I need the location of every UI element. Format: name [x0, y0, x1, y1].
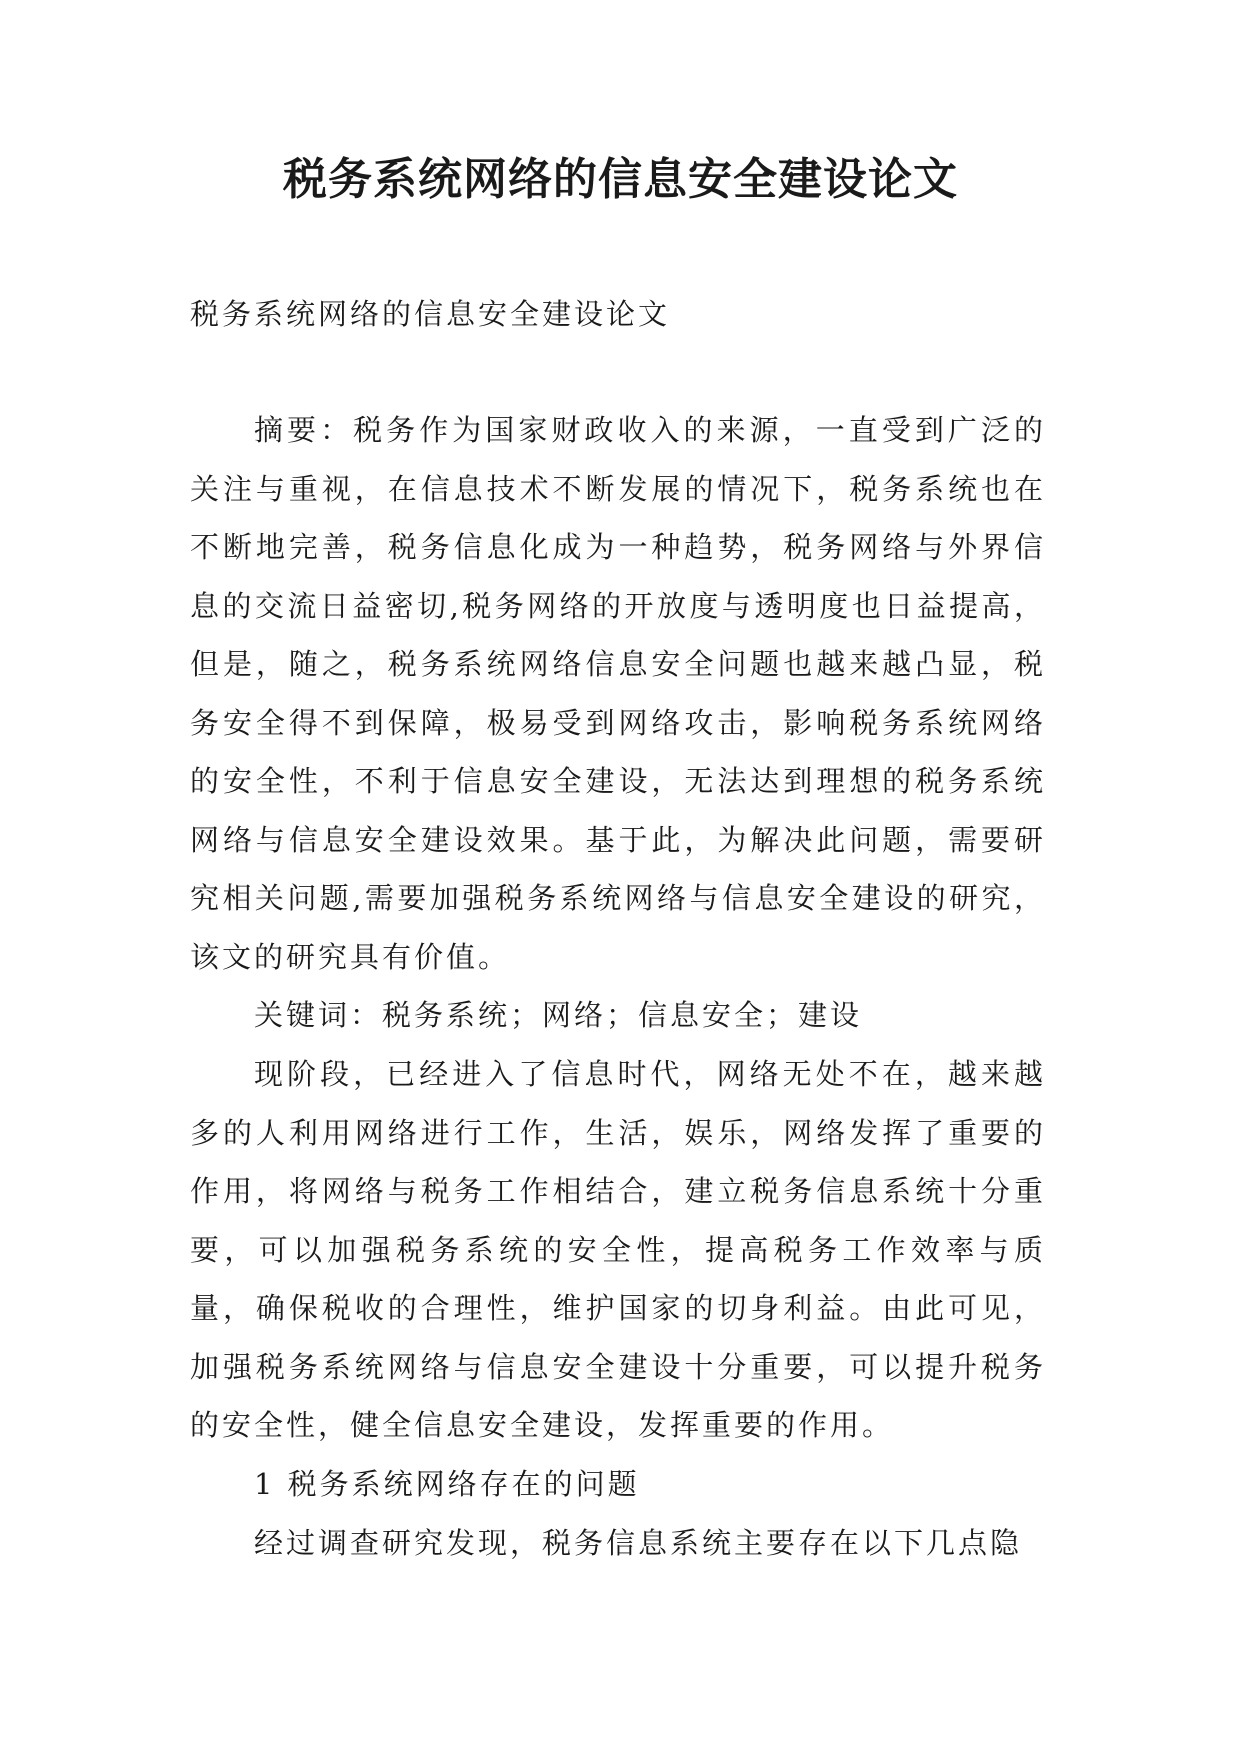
body-paragraph-intro: 现阶段，已经进入了信息时代，网络无处不在，越来越多的人利用网络进行工作，生活，娱乐，网络发挥了重要的作用，将网络与税务工作相结合，建立税务信息系统十分重要，可以加强税务系统的安全性，提高税务工作效率与质量，确保税收的合理性，维护国家的切身利益。由此可见，加强税务系统网络与信息安全建设十分重要，可以提升税务的安全性，健全信息安全建设，发挥重要的作用。	[190, 1057, 1046, 1442]
section-heading: 1 税务系统网络存在的问题	[254, 1467, 640, 1501]
body-paragraph-section-1: 经过调查研究发现，税务信息系统主要存在以下几点隐	[254, 1526, 1023, 1560]
document-subtitle: 税务系统网络的信息安全建设论文	[190, 297, 671, 331]
keywords-line: 关键词：税务系统；网络；信息安全；建设	[254, 998, 863, 1032]
document-title: 税务系统网络的信息安全建设论文	[283, 154, 958, 205]
abstract-paragraph: 摘要：税务作为国家财政收入的来源，一直受到广泛的关注与重视，在信息技术不断发展的情况下，税务系统也在不断地完善，税务信息化成为一种趋势，税务网络与外界信息的交流日益密切,税务网络的开放度与透明度也日益提高，但是，随之，税务系统网络信息安全问题也越来越凸显，税务安全得不到保障，极易受到网络攻击，影响税务系统网络的安全性，不利于信息安全建设，无法达到理想的税务系统网络与信息安全建设效果。基于此，为解决此问题，需要研究相关问题,需要加强税务系统网络与信息安全建设的研究，该文的研究具有价值。	[190, 413, 1046, 974]
